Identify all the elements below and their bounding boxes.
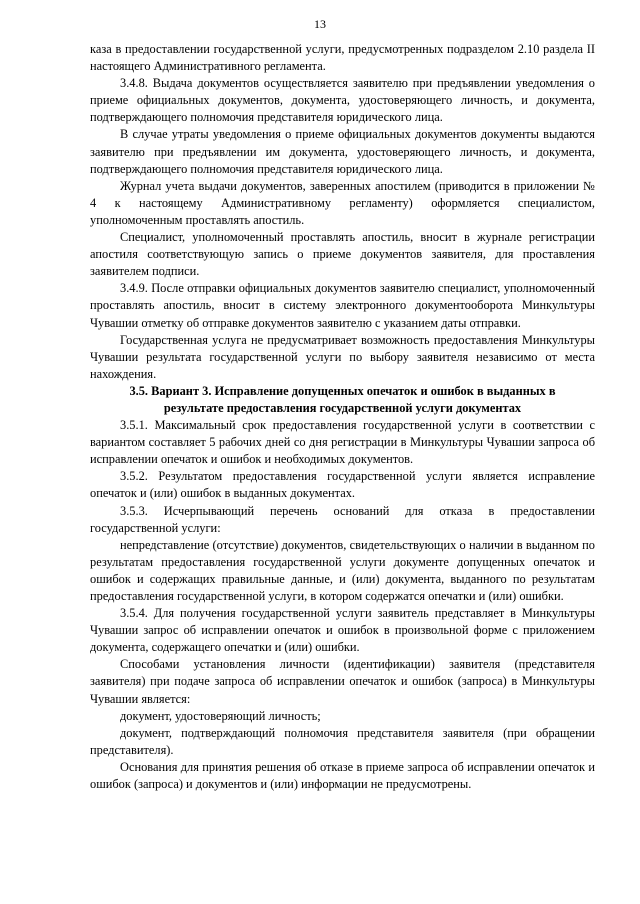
- paragraph: каза в предоставлении государственной услуги, предусмотренных подразделом 2.10 раздела II настоящего Административного регламента.: [90, 42, 595, 74]
- paragraph: Основания для принятия решения об отказе в приеме запроса об исправлении опечаток и ошибок (запроса) и документов и (или) информации не предусмотрены.: [90, 759, 595, 792]
- paragraph: Способами установления личности (идентификации) заявителя (представителя заявителя) при подаче запроса об исправлении опечаток и ошибок (запроса) в Минкультуры Чувашии является:: [90, 657, 595, 706]
- paragraph: 3.4.8. Выдача документов осуществляется заявителю при предъявлении уведомления о приеме официальных документов, документа, удостоверяющего личность, и документа, подтверждающего полномочия представителя юридического лица.: [90, 76, 595, 125]
- paragraph: 3.5.2. Результатом предоставления государственной услуги является исправление опечаток и (или) ошибок в выданных документах.: [90, 469, 595, 501]
- section-heading: [90, 383, 595, 417]
- paragraph: документ, удостоверяющий личность;: [120, 708, 321, 723]
- paragraph: В случае утраты уведомления о приеме официальных документов документы выдаются заявителю при предъявлении им документа, удостоверяющего личность, и документа, подтверждающего полномочия представителя юридического лица.: [90, 127, 595, 176]
- paragraph: 3.4.9. После отправки официальных документов заявителю специалист, уполномоченный проставлять апостиль, вносит в систему электронного документооборота Минкультуры Чувашии отметку об отправке документов заявителю с указанием даты отправки.: [90, 281, 595, 330]
- paragraph: документ, подтверждающий полномочия представителя заявителя (при обращении представителя).: [90, 725, 595, 757]
- section-heading-line: результате предоставления государственной услуги документах: [163, 400, 522, 415]
- section-heading-line: 3.5. Вариант 3. Исправление допущенных опечаток и ошибок в выданных в: [129, 383, 556, 398]
- document-body: [90, 41, 595, 793]
- paragraph: Специалист, уполномоченный проставлять апостиль, вносит в журнале регистрации апостиля соответствующую запись о приеме документов заявителя, для проставления заявителем подписи.: [90, 230, 595, 279]
- paragraph: 3.5.1. Максимальный срок предоставления государственной услуги в соответствии с вариантом составляет 5 рабочих дней со дня регистрации в Минкультуры Чувашии запроса об исправлении опечаток и ошибок и необходимых документов.: [90, 418, 595, 467]
- paragraph: 3.5.4. Для получения государственной услуги заявитель представляет в Минкультуры Чувашии запрос об исправлении опечаток и ошибок в произвольной форме с приложением документа, содержащего опечатки и (или) ошибки.: [90, 606, 595, 655]
- page-number: 13: [314, 17, 326, 31]
- paragraph: Журнал учета выдачи документов, заверенных апостилем (приводится в приложении № 4 к настоящему Административному регламенту) оформляется специалистом, уполномоченным проставлять апостиль.: [90, 178, 595, 227]
- paragraph: Государственная услуга не предусматривает возможность предоставления Минкультуры Чувашии результата государственной услуги по выбору заявителя независимо от места нахождения.: [90, 332, 595, 381]
- paragraph: непредставление (отсутствие) документов, свидетельствующих о наличии в выданном по результатам предоставления государственной услуги документе допущенных опечаток и ошибок и содержащих правильные данные, и (или) документа, выданного по результатам предоставления государственной услуги, в котором содержатся опечатки и (или) ошибки.: [90, 537, 595, 603]
- paragraph: 3.5.3. Исчерпывающий перечень оснований для отказа в предоставлении государственной услуги:: [90, 503, 595, 535]
